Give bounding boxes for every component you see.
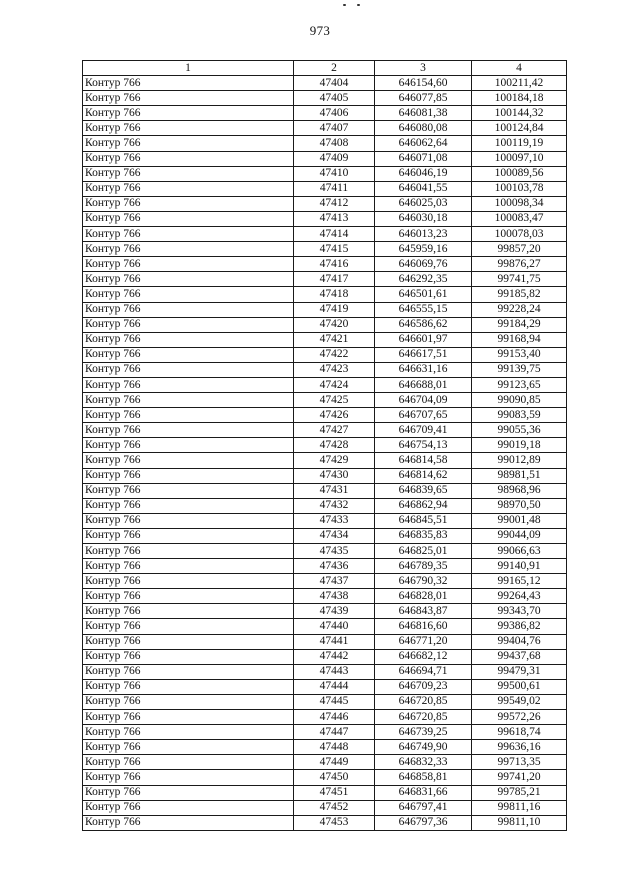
point-number-cell: 47428 <box>294 438 375 453</box>
contour-name-cell: Контур 766 <box>83 498 294 513</box>
table-row <box>83 649 567 664</box>
scan-speck <box>357 4 360 6</box>
contour-name-cell: Контур 766 <box>83 725 294 740</box>
point-number-cell: 47419 <box>294 302 375 317</box>
table-row <box>83 151 567 166</box>
contour-name-cell: Контур 766 <box>83 619 294 634</box>
y-coordinate-cell: 100098,34 <box>472 196 567 211</box>
contour-name-cell: Контур 766 <box>83 649 294 664</box>
table-row <box>83 528 567 543</box>
point-number-cell: 47442 <box>294 649 375 664</box>
contour-name-cell: Контур 766 <box>83 377 294 392</box>
y-coordinate-cell: 99500,61 <box>472 679 567 694</box>
y-coordinate-cell: 99437,68 <box>472 649 567 664</box>
point-number-cell: 47432 <box>294 498 375 513</box>
y-coordinate-cell: 99811,10 <box>472 815 567 830</box>
y-coordinate-cell: 100097,10 <box>472 151 567 166</box>
y-coordinate-cell: 99228,24 <box>472 302 567 317</box>
x-coordinate-cell: 646720,85 <box>375 710 472 725</box>
point-number-cell: 47443 <box>294 664 375 679</box>
table-row <box>83 664 567 679</box>
table-row <box>83 755 567 770</box>
contour-name-cell: Контур 766 <box>83 468 294 483</box>
y-coordinate-cell: 99066,63 <box>472 544 567 559</box>
point-number-cell: 47453 <box>294 815 375 830</box>
x-coordinate-cell: 646688,01 <box>375 377 472 392</box>
x-coordinate-cell: 646832,33 <box>375 755 472 770</box>
contour-name-cell: Контур 766 <box>83 483 294 498</box>
contour-name-cell: Контур 766 <box>83 770 294 785</box>
point-number-cell: 47406 <box>294 106 375 121</box>
table-row <box>83 785 567 800</box>
point-number-cell: 47436 <box>294 559 375 574</box>
table-row <box>83 76 567 91</box>
x-coordinate-cell: 646845,51 <box>375 513 472 528</box>
contour-name-cell: Контур 766 <box>83 393 294 408</box>
table-row <box>83 302 567 317</box>
point-number-cell: 47422 <box>294 347 375 362</box>
x-coordinate-cell: 646292,35 <box>375 272 472 287</box>
y-coordinate-cell: 98981,51 <box>472 468 567 483</box>
point-number-cell: 47451 <box>294 785 375 800</box>
table-row <box>83 317 567 332</box>
point-number-cell: 47405 <box>294 91 375 106</box>
x-coordinate-cell: 646771,20 <box>375 634 472 649</box>
table-row <box>83 106 567 121</box>
table-row <box>83 574 567 589</box>
contour-name-cell: Контур 766 <box>83 287 294 302</box>
table-row <box>83 679 567 694</box>
y-coordinate-cell: 99572,26 <box>472 710 567 725</box>
point-number-cell: 47425 <box>294 393 375 408</box>
x-coordinate-cell: 646789,35 <box>375 559 472 574</box>
point-number-cell: 47444 <box>294 679 375 694</box>
x-coordinate-cell: 646720,85 <box>375 694 472 709</box>
x-coordinate-cell: 646862,94 <box>375 498 472 513</box>
y-coordinate-cell: 99044,09 <box>472 528 567 543</box>
y-coordinate-cell: 99185,82 <box>472 287 567 302</box>
contour-name-cell: Контур 766 <box>83 755 294 770</box>
y-coordinate-cell: 100124,84 <box>472 121 567 136</box>
x-coordinate-cell: 646797,36 <box>375 815 472 830</box>
table-row <box>83 498 567 513</box>
point-number-cell: 47423 <box>294 362 375 377</box>
x-coordinate-cell: 646814,62 <box>375 468 472 483</box>
contour-name-cell: Контур 766 <box>83 121 294 136</box>
point-number-cell: 47439 <box>294 604 375 619</box>
table-row <box>83 604 567 619</box>
contour-name-cell: Контур 766 <box>83 574 294 589</box>
point-number-cell: 47446 <box>294 710 375 725</box>
point-number-cell: 47427 <box>294 423 375 438</box>
x-coordinate-cell: 646814,58 <box>375 453 472 468</box>
column-header: 2 <box>294 61 375 76</box>
contour-name-cell: Контур 766 <box>83 528 294 543</box>
table-row <box>83 815 567 830</box>
y-coordinate-cell: 99857,20 <box>472 242 567 257</box>
y-coordinate-cell: 99153,40 <box>472 347 567 362</box>
table-row <box>83 468 567 483</box>
contour-name-cell: Контур 766 <box>83 91 294 106</box>
point-number-cell: 47438 <box>294 589 375 604</box>
x-coordinate-cell: 646839,65 <box>375 483 472 498</box>
x-coordinate-cell: 646071,08 <box>375 151 472 166</box>
x-coordinate-cell: 646062,64 <box>375 136 472 151</box>
contour-name-cell: Контур 766 <box>83 604 294 619</box>
x-coordinate-cell: 646041,55 <box>375 181 472 196</box>
y-coordinate-cell: 99090,85 <box>472 393 567 408</box>
y-coordinate-cell: 99184,29 <box>472 317 567 332</box>
x-coordinate-cell: 646828,01 <box>375 589 472 604</box>
point-number-cell: 47448 <box>294 740 375 755</box>
point-number-cell: 47450 <box>294 770 375 785</box>
point-number-cell: 47417 <box>294 272 375 287</box>
x-coordinate-cell: 646694,71 <box>375 664 472 679</box>
point-number-cell: 47441 <box>294 634 375 649</box>
point-number-cell: 47421 <box>294 332 375 347</box>
table-row <box>83 377 567 392</box>
point-number-cell: 47414 <box>294 227 375 242</box>
x-coordinate-cell: 646617,51 <box>375 347 472 362</box>
coordinates-table <box>82 60 567 831</box>
contour-name-cell: Контур 766 <box>83 181 294 196</box>
table-row <box>83 710 567 725</box>
contour-name-cell: Контур 766 <box>83 302 294 317</box>
x-coordinate-cell: 646825,01 <box>375 544 472 559</box>
y-coordinate-cell: 98970,50 <box>472 498 567 513</box>
contour-name-cell: Контур 766 <box>83 166 294 181</box>
table-row <box>83 227 567 242</box>
table-row <box>83 257 567 272</box>
table-row <box>83 121 567 136</box>
contour-name-cell: Контур 766 <box>83 559 294 574</box>
table-row <box>83 362 567 377</box>
contour-name-cell: Контур 766 <box>83 664 294 679</box>
x-coordinate-cell: 646831,66 <box>375 785 472 800</box>
point-number-cell: 47408 <box>294 136 375 151</box>
y-coordinate-cell: 99001,48 <box>472 513 567 528</box>
table-row <box>83 287 567 302</box>
x-coordinate-cell: 646835,83 <box>375 528 472 543</box>
point-number-cell: 47424 <box>294 377 375 392</box>
y-coordinate-cell: 99713,35 <box>472 755 567 770</box>
point-number-cell: 47435 <box>294 544 375 559</box>
contour-name-cell: Контур 766 <box>83 151 294 166</box>
x-coordinate-cell: 645959,16 <box>375 242 472 257</box>
x-coordinate-cell: 646080,08 <box>375 121 472 136</box>
table-row <box>83 438 567 453</box>
point-number-cell: 47452 <box>294 800 375 815</box>
x-coordinate-cell: 646797,41 <box>375 800 472 815</box>
y-coordinate-cell: 99386,82 <box>472 619 567 634</box>
table-row <box>83 770 567 785</box>
point-number-cell: 47411 <box>294 181 375 196</box>
contour-name-cell: Контур 766 <box>83 694 294 709</box>
y-coordinate-cell: 100078,03 <box>472 227 567 242</box>
point-number-cell: 47412 <box>294 196 375 211</box>
table-row <box>83 619 567 634</box>
x-coordinate-cell: 646858,81 <box>375 770 472 785</box>
table-row <box>83 483 567 498</box>
contour-name-cell: Контур 766 <box>83 634 294 649</box>
y-coordinate-cell: 99785,21 <box>472 785 567 800</box>
contour-name-cell: Контур 766 <box>83 227 294 242</box>
point-number-cell: 47449 <box>294 755 375 770</box>
table-row <box>83 332 567 347</box>
point-number-cell: 47440 <box>294 619 375 634</box>
table-row <box>83 740 567 755</box>
table-row <box>83 136 567 151</box>
contour-name-cell: Контур 766 <box>83 196 294 211</box>
column-header: 3 <box>375 61 472 76</box>
contour-name-cell: Контур 766 <box>83 679 294 694</box>
y-coordinate-cell: 99139,75 <box>472 362 567 377</box>
table-row <box>83 393 567 408</box>
table-row <box>83 196 567 211</box>
y-coordinate-cell: 98968,96 <box>472 483 567 498</box>
table-row <box>83 725 567 740</box>
x-coordinate-cell: 646631,16 <box>375 362 472 377</box>
table-body <box>83 76 567 831</box>
x-coordinate-cell: 646081,38 <box>375 106 472 121</box>
contour-name-cell: Контур 766 <box>83 136 294 151</box>
y-coordinate-cell: 99636,16 <box>472 740 567 755</box>
y-coordinate-cell: 99618,74 <box>472 725 567 740</box>
point-number-cell: 47433 <box>294 513 375 528</box>
contour-name-cell: Контур 766 <box>83 257 294 272</box>
page-number: 973 <box>309 23 331 38</box>
point-number-cell: 47429 <box>294 453 375 468</box>
table-row <box>83 800 567 815</box>
table-row <box>83 423 567 438</box>
x-coordinate-cell: 646709,23 <box>375 679 472 694</box>
x-coordinate-cell: 646501,61 <box>375 287 472 302</box>
table-row <box>83 589 567 604</box>
point-number-cell: 47418 <box>294 287 375 302</box>
point-number-cell: 47415 <box>294 242 375 257</box>
y-coordinate-cell: 99549,02 <box>472 694 567 709</box>
table-row <box>83 272 567 287</box>
point-number-cell: 47407 <box>294 121 375 136</box>
contour-name-cell: Контур 766 <box>83 589 294 604</box>
y-coordinate-cell: 99343,70 <box>472 604 567 619</box>
x-coordinate-cell: 646069,76 <box>375 257 472 272</box>
y-coordinate-cell: 99741,75 <box>472 272 567 287</box>
contour-name-cell: Контур 766 <box>83 513 294 528</box>
y-coordinate-cell: 99055,36 <box>472 423 567 438</box>
x-coordinate-cell: 646025,03 <box>375 196 472 211</box>
y-coordinate-cell: 100103,78 <box>472 181 567 196</box>
table-row <box>83 559 567 574</box>
contour-name-cell: Контур 766 <box>83 453 294 468</box>
column-header: 4 <box>472 61 567 76</box>
contour-name-cell: Контур 766 <box>83 76 294 91</box>
table-row <box>83 694 567 709</box>
y-coordinate-cell: 99019,18 <box>472 438 567 453</box>
x-coordinate-cell: 646046,19 <box>375 166 472 181</box>
contour-name-cell: Контур 766 <box>83 106 294 121</box>
y-coordinate-cell: 99811,16 <box>472 800 567 815</box>
x-coordinate-cell: 646601,97 <box>375 332 472 347</box>
contour-name-cell: Контур 766 <box>83 362 294 377</box>
point-number-cell: 47437 <box>294 574 375 589</box>
contour-name-cell: Контур 766 <box>83 815 294 830</box>
contour-name-cell: Контур 766 <box>83 211 294 226</box>
point-number-cell: 47409 <box>294 151 375 166</box>
y-coordinate-cell: 99012,89 <box>472 453 567 468</box>
table-row <box>83 166 567 181</box>
x-coordinate-cell: 646586,62 <box>375 317 472 332</box>
contour-name-cell: Контур 766 <box>83 408 294 423</box>
x-coordinate-cell: 646790,32 <box>375 574 472 589</box>
x-coordinate-cell: 646013,23 <box>375 227 472 242</box>
y-coordinate-cell: 99404,76 <box>472 634 567 649</box>
y-coordinate-cell: 99479,31 <box>472 664 567 679</box>
y-coordinate-cell: 99083,59 <box>472 408 567 423</box>
contour-name-cell: Контур 766 <box>83 438 294 453</box>
x-coordinate-cell: 646707,65 <box>375 408 472 423</box>
x-coordinate-cell: 646154,60 <box>375 76 472 91</box>
contour-name-cell: Контур 766 <box>83 710 294 725</box>
y-coordinate-cell: 100184,18 <box>472 91 567 106</box>
y-coordinate-cell: 99168,94 <box>472 332 567 347</box>
x-coordinate-cell: 646816,60 <box>375 619 472 634</box>
header-row <box>83 61 567 76</box>
table-row <box>83 544 567 559</box>
contour-name-cell: Контур 766 <box>83 785 294 800</box>
y-coordinate-cell: 100119,19 <box>472 136 567 151</box>
table-row <box>83 347 567 362</box>
point-number-cell: 47416 <box>294 257 375 272</box>
point-number-cell: 47410 <box>294 166 375 181</box>
y-coordinate-cell: 99123,65 <box>472 377 567 392</box>
y-coordinate-cell: 99876,27 <box>472 257 567 272</box>
point-number-cell: 47413 <box>294 211 375 226</box>
point-number-cell: 47430 <box>294 468 375 483</box>
x-coordinate-cell: 646709,41 <box>375 423 472 438</box>
contour-name-cell: Контур 766 <box>83 332 294 347</box>
y-coordinate-cell: 99264,43 <box>472 589 567 604</box>
x-coordinate-cell: 646555,15 <box>375 302 472 317</box>
column-header: 1 <box>83 61 294 76</box>
y-coordinate-cell: 100144,32 <box>472 106 567 121</box>
table-row <box>83 634 567 649</box>
table-header <box>83 61 567 76</box>
point-number-cell: 47426 <box>294 408 375 423</box>
y-coordinate-cell: 99165,12 <box>472 574 567 589</box>
y-coordinate-cell: 99741,20 <box>472 770 567 785</box>
contour-name-cell: Контур 766 <box>83 272 294 287</box>
scan-speck <box>343 4 346 6</box>
contour-name-cell: Контур 766 <box>83 242 294 257</box>
contour-name-cell: Контур 766 <box>83 317 294 332</box>
x-coordinate-cell: 646682,12 <box>375 649 472 664</box>
contour-name-cell: Контур 766 <box>83 544 294 559</box>
point-number-cell: 47431 <box>294 483 375 498</box>
table-row <box>83 453 567 468</box>
table-row <box>83 242 567 257</box>
point-number-cell: 47447 <box>294 725 375 740</box>
point-number-cell: 47420 <box>294 317 375 332</box>
x-coordinate-cell: 646704,09 <box>375 393 472 408</box>
point-number-cell: 47445 <box>294 694 375 709</box>
x-coordinate-cell: 646077,85 <box>375 91 472 106</box>
table-row <box>83 513 567 528</box>
table-row <box>83 181 567 196</box>
x-coordinate-cell: 646749,90 <box>375 740 472 755</box>
contour-name-cell: Контур 766 <box>83 800 294 815</box>
x-coordinate-cell: 646739,25 <box>375 725 472 740</box>
y-coordinate-cell: 100211,42 <box>472 76 567 91</box>
x-coordinate-cell: 646030,18 <box>375 211 472 226</box>
point-number-cell: 47404 <box>294 76 375 91</box>
contour-name-cell: Контур 766 <box>83 423 294 438</box>
y-coordinate-cell: 100089,56 <box>472 166 567 181</box>
table-row <box>83 91 567 106</box>
y-coordinate-cell: 99140,91 <box>472 559 567 574</box>
contour-name-cell: Контур 766 <box>83 740 294 755</box>
x-coordinate-cell: 646843,87 <box>375 604 472 619</box>
contour-name-cell: Контур 766 <box>83 347 294 362</box>
x-coordinate-cell: 646754,13 <box>375 438 472 453</box>
table-row <box>83 408 567 423</box>
point-number-cell: 47434 <box>294 528 375 543</box>
y-coordinate-cell: 100083,47 <box>472 211 567 226</box>
table-row <box>83 211 567 226</box>
